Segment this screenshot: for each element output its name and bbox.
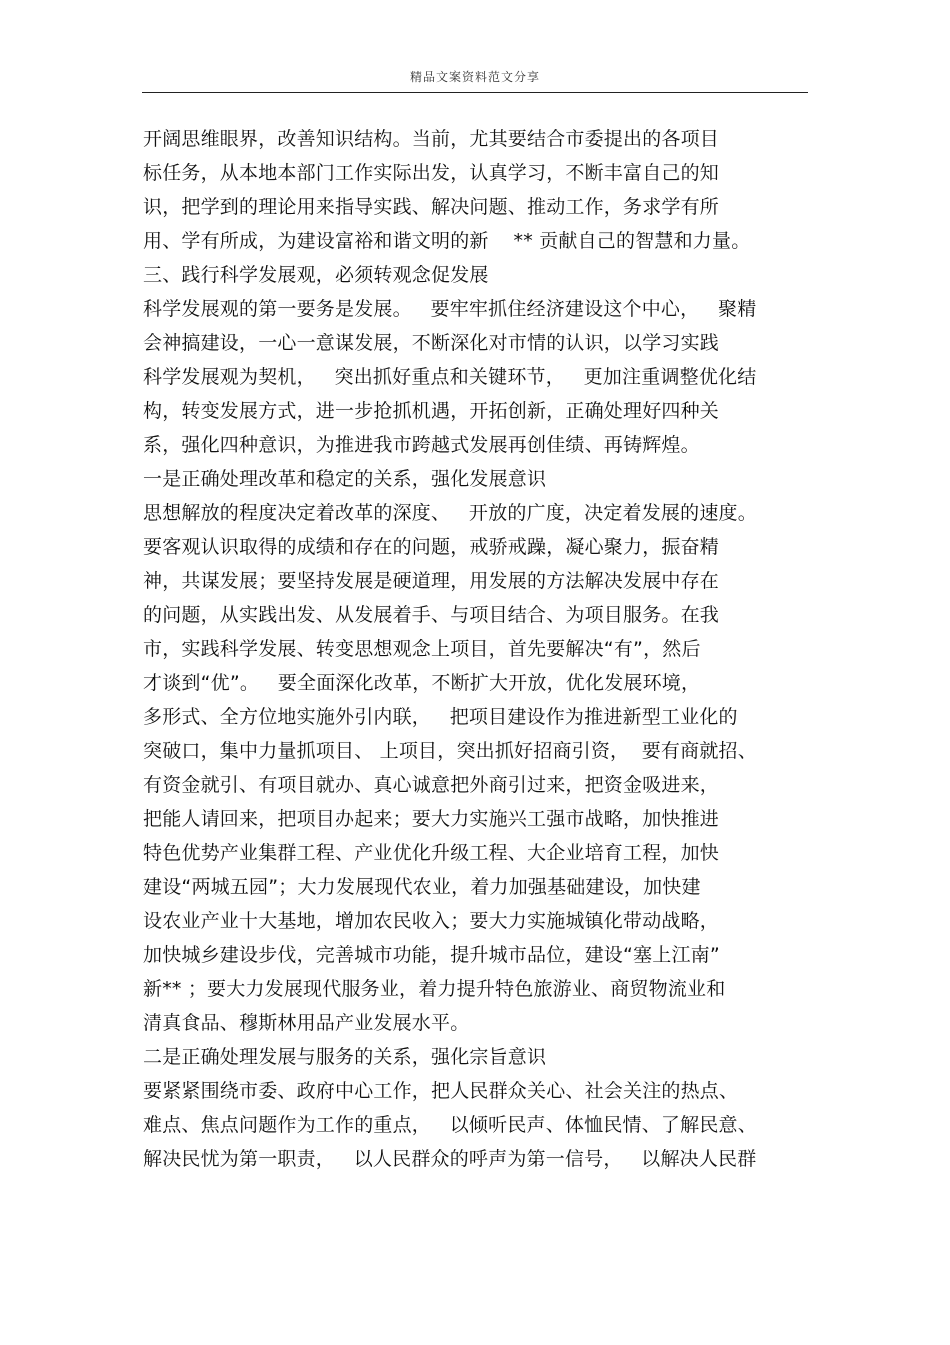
text-line: 才谈到“优”。 要全面深化改革，不断扩大开放，优化发展环境， [143, 672, 701, 694]
document-body [143, 122, 813, 1176]
text-line: 要紧紧围绕市委、政府中心工作，把人民群众关心、社会关注的热点、 [143, 1080, 739, 1102]
text-line: 神，共谋发展；要坚持发展是硬道理，用发展的方法解决发展中存在 [143, 570, 720, 592]
text-line: 科学发展观为契机， 突出抓好重点和关键环节， 更加注重调整优化结 [143, 366, 757, 388]
text-line: 识，把学到的理论用来指导实践、解决问题、推动工作，务求学有所 [143, 196, 720, 218]
text-line: 新** ；要大力发展现代服务业，着力提升特色旅游业、商贸物流业和 [143, 978, 726, 1000]
text-line: 多形式、全方位地实施外引内联， 把项目建设作为推进新型工业化的 [143, 706, 738, 728]
text-line: 难点、焦点问题作为工作的重点， 以倾听民声、体恤民情、了解民意、 [143, 1114, 757, 1136]
text-line: 要客观认识取得的成绩和存在的问题，戒骄戒躁，凝心聚力，振奋精 [143, 536, 720, 558]
text-line: 开阔思维眼界，改善知识结构。当前，尤其要结合市委提出的各项目 [143, 128, 720, 150]
text-line: 清真食品、穆斯林用品产业发展水平。 [143, 1012, 470, 1034]
text-line: 设农业产业十大基地，增加农民收入；要大力实施城镇化带动战略， [143, 910, 720, 932]
text-line: 加快城乡建设步伐，完善城市功能，提升城市品位，建设“塞上江南” [143, 944, 720, 966]
subsection-heading: 一是正确处理改革和稳定的关系，强化发展意识 [143, 468, 547, 490]
text-line: 特色优势产业集群工程、产业优化升级工程、大企业培育工程，加快 [143, 842, 720, 864]
section-heading: 三、践行科学发展观，必须转观念促发展 [143, 264, 489, 286]
text-line: 有资金就引、有项目就办、真心诚意把外商引过来，把资金吸进来， [143, 774, 720, 796]
text-line: 系，强化四种意识，为推进我市跨越式发展再创佳绩、再铸辉煌。 [143, 434, 700, 456]
text-line: 科学发展观的第一要务是发展。 要牢牢抓住经济建设这个中心， 聚精 [143, 298, 757, 320]
subsection-heading: 二是正确处理发展与服务的关系，强化宗旨意识 [143, 1046, 547, 1068]
text-line: 用、学有所成，为建设富裕和谐文明的新 ** 贡献自己的智慧和力量。 [143, 230, 751, 252]
page-header [142, 64, 808, 93]
text-line: 市，实践科学发展、转变思想观念上项目，首先要解决“有”，然后 [143, 638, 701, 660]
text-line: 构，转变发展方式，进一步抢抓机遇，开拓创新，正确处理好四种关 [143, 400, 720, 422]
text-line: 思想解放的程度决定着改革的深度、 开放的广度，决定着发展的速度。 [143, 502, 757, 524]
text-line: 解决民忧为第一职责， 以人民群众的呼声为第一信号， 以解决人民群 [143, 1148, 757, 1170]
text-line: 会神搞建设，一心一意谋发展，不断深化对市情的认识，以学习实践 [143, 332, 720, 354]
text-line: 标任务，从本地本部门工作实际出发，认真学习，不断丰富自己的知 [143, 162, 720, 184]
text-line: 建设“两城五园”；大力发展现代农业，着力加强基础建设，加快建 [143, 876, 701, 898]
text-line: 把能人请回来，把项目办起来；要大力实施兴工强市战略，加快推进 [143, 808, 720, 830]
header-title: 精品文案资料范文分享 [409, 70, 540, 84]
text-line: 的问题，从实践出发、从发展着手、与项目结合、为项目服务。在我 [143, 604, 720, 626]
text-line: 突破口，集中力量抓项目、 上项目，突出抓好招商引资， 要有商就招、 [143, 740, 757, 762]
